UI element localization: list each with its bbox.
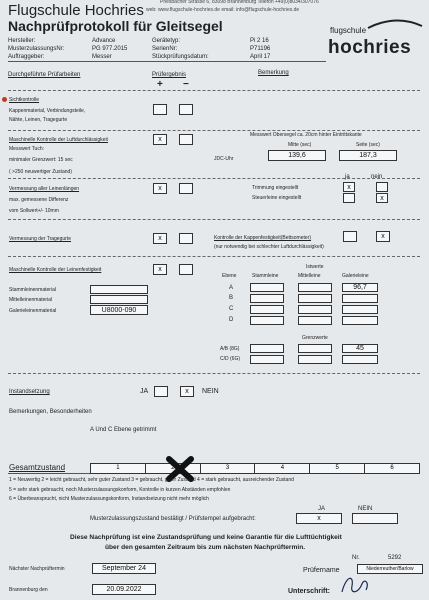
luft-title: Maschinelle Kontrolle der Luftdurchlässigkeit: [9, 137, 108, 143]
kappe-plus-checkbox[interactable]: [343, 231, 357, 242]
mittel-a-field[interactable]: [298, 283, 332, 292]
muster-label: MusterzulassungsNr:: [8, 46, 65, 52]
mitte-label: Mitte (sec): [288, 142, 312, 148]
grenz-stamm-cd-field[interactable]: [250, 355, 284, 364]
auftrag-value: Messer: [92, 54, 112, 60]
stammleine-header: Stammleine: [252, 273, 279, 279]
istwerte-label: Istwerte: [306, 264, 324, 270]
seite-value-field[interactable]: 187,3: [339, 150, 397, 161]
trimm-label: Trimmung eingestellt: [252, 185, 299, 191]
trage-title: Vermessung der Tragegurte: [9, 236, 71, 242]
mittel-c-field[interactable]: [298, 305, 332, 314]
pruefer-field[interactable]: Niederreuther/Barlow: [357, 564, 423, 574]
pruefer-label: Prüfername: [303, 567, 340, 574]
grenz-galerie-cd-field[interactable]: [342, 355, 378, 364]
nr-label: Nr.: [352, 555, 360, 561]
sicht-line1: Kappenmaterial, Verbindungsteile,: [9, 108, 86, 114]
mittel-mat-field[interactable]: [90, 295, 148, 304]
leinen-title: Maschinelle Kontrolle der Leinenfestigkeit: [9, 267, 102, 273]
gesamt-title: Gesamtzustand: [9, 463, 66, 472]
seite-label: Seite (sec): [356, 142, 380, 148]
level-a-label: A: [229, 285, 234, 291]
logo-small-text: flugschule: [330, 26, 367, 35]
ebene-header: Ebene: [222, 273, 237, 279]
level-d-label: D: [229, 317, 234, 323]
verm-line2: vom Sollwert+/- 10mm: [9, 208, 59, 214]
gesamt-underline: [8, 473, 90, 474]
stamm-mat-label: Stammleinenmaterial: [9, 287, 56, 293]
unterschrift-label: Unterschrift:: [288, 588, 331, 595]
logo: [328, 16, 424, 60]
bemerk-text: A Und C Ebene getrimmt: [90, 427, 157, 433]
signature-icon: [336, 572, 376, 598]
instand-nein-checkbox[interactable]: x: [180, 386, 194, 397]
galerie-d-field[interactable]: [342, 316, 378, 325]
scale-cell-5[interactable]: 5: [310, 464, 365, 473]
jdc-label: JDC-Uhr: [214, 156, 234, 162]
sicht-line2: Nähte, Leinen, Tragegurte: [9, 117, 68, 123]
stamm-c-field[interactable]: [250, 305, 284, 314]
geraetetyp-value: Pi 2 16: [250, 38, 269, 44]
galerie-mat-label: Galerieleinenmaterial: [9, 308, 57, 314]
sicht-plus-checkbox[interactable]: [153, 104, 167, 115]
stamm-mat-field[interactable]: [90, 285, 148, 294]
section-divider: [8, 219, 420, 220]
trimm-nein-checkbox[interactable]: [376, 182, 388, 192]
mittel-b-field[interactable]: [298, 294, 332, 303]
section-divider: [8, 178, 420, 179]
steuer-ja-checkbox[interactable]: [343, 193, 355, 203]
stamm-d-field[interactable]: [250, 316, 284, 325]
verm-line1: max. gemessene Differenz: [9, 197, 69, 203]
col-bemerkung: Bemerkung: [258, 70, 289, 76]
grenzwerte-label: Grenzwerte: [302, 335, 328, 341]
datum-label: Stückprüfungsdatum:: [152, 54, 209, 60]
verm-minus-checkbox[interactable]: [179, 183, 193, 194]
mittelleine-header: Mittelleine: [298, 273, 321, 279]
level-c-label: C: [229, 306, 234, 312]
scale-cell-4[interactable]: 4: [255, 464, 310, 473]
trage-minus-checkbox[interactable]: [179, 233, 193, 244]
stamm-b-field[interactable]: [250, 294, 284, 303]
trage-plus-checkbox[interactable]: x: [153, 233, 167, 244]
bestaetigt-ja-checkbox[interactable]: x: [296, 513, 342, 524]
galerie-mat-field[interactable]: U8000-090: [90, 305, 148, 315]
leinen-plus-checkbox[interactable]: x: [153, 264, 167, 275]
steuer-label: Steuerleine eingestellt: [252, 195, 302, 201]
grenz-mittel-ab-field[interactable]: [298, 344, 332, 353]
bemerk-label: Bemerkungen, Besonderheiten: [9, 409, 92, 415]
verm-title: Vermessung aller Leinenlängen: [9, 186, 80, 192]
info-divider: [8, 61, 326, 62]
ort-label: Brannenburg den: [9, 587, 48, 593]
scale-cell-2[interactable]: 2: [146, 464, 201, 473]
galerie-b-field[interactable]: [342, 294, 378, 303]
luft-line2: minimaler Grenzwert: 15 sec: [9, 157, 73, 163]
luft-plus-checkbox[interactable]: x: [153, 134, 167, 145]
doc-title: Nachprüfprotokoll für Gleitsegel: [8, 18, 223, 34]
mess-note: Messwert Obersegel ca. 20cm hinter Eintrittskante: [250, 132, 362, 138]
col-durchgefuehrt: Durchgeführte Prüfarbeiten: [8, 72, 81, 78]
bestaetigt-nein-header: NEIN: [358, 506, 373, 512]
verm-plus-checkbox[interactable]: x: [153, 183, 167, 194]
section-divider: [8, 373, 420, 374]
instand-ja-checkbox[interactable]: [154, 386, 168, 397]
instand-label: Instandsetzung: [9, 389, 50, 395]
gesamt-scale: [90, 463, 420, 474]
grenz-stamm-ab-field[interactable]: [250, 344, 284, 353]
minus-sign: −: [183, 79, 189, 90]
org-title: Flugschule Hochries: [8, 2, 144, 19]
kappe-minus-checkbox[interactable]: x: [376, 231, 390, 242]
section-divider: [8, 90, 420, 91]
ja-header: ja: [345, 174, 350, 180]
grenz-mittel-cd-field[interactable]: [298, 355, 332, 364]
hersteller-value: Advance: [92, 38, 116, 44]
address-line: Priesbacher Strasse 6, 83098 Brannenburg Telefon +49(0)8034/307076: [160, 0, 319, 5]
galerie-c-field[interactable]: [342, 305, 378, 314]
scale-cell-6[interactable]: 6: [365, 464, 419, 473]
plus-sign: +: [157, 79, 163, 90]
leinen-minus-checkbox[interactable]: [179, 264, 193, 275]
grenz-galerie-ab-field[interactable]: 45: [342, 344, 378, 353]
legend-line1: 1 = Neuwertig 2 = leicht gebraucht, sehr guter Zustand 3 = gebraucht, guter Zustand 4 = stark gebraucht, ausreichender Zustand: [9, 477, 294, 483]
stamm-a-field[interactable]: [250, 283, 284, 292]
kappe-title: Kontrolle der Kappenfestigkeit(Bettsometer): [214, 235, 311, 241]
instand-ja-label: JA: [140, 388, 149, 395]
bestaetigt-nein-checkbox[interactable]: [352, 513, 398, 524]
sicht-minus-checkbox[interactable]: [179, 104, 193, 115]
scale-cell-3[interactable]: 3: [201, 464, 256, 473]
naechster-label: Nächster Nachprüftermin: [9, 566, 65, 572]
legend-line3: 6 = Überbeansprucht, nicht Musterzulassungskonform, Instandsetzung nicht mehr möglich: [9, 496, 209, 502]
level-b-label: B: [229, 295, 234, 301]
muster-value: PG 977.2015: [92, 46, 128, 52]
nein-header: nein: [371, 174, 383, 180]
bestaetigt-label: Musterzulassungszustand bestätigt / Prüfstempel aufgebracht:: [90, 516, 256, 522]
mittel-mat-label: Mittelleinenmaterial: [9, 297, 53, 303]
section-divider: [8, 256, 420, 257]
galerieleine-header: Galerieleine: [342, 273, 369, 279]
hersteller-label: Hersteller:: [8, 38, 36, 44]
nr-value: 5292: [388, 555, 402, 561]
steuer-nein-checkbox[interactable]: x: [376, 193, 388, 203]
sicht-title: Sichtkontrolle: [9, 97, 40, 103]
bestaetigt-ja-header: JA: [318, 506, 326, 512]
auftrag-label: Auftraggeber:: [8, 54, 45, 60]
mittel-d-field[interactable]: [298, 316, 332, 325]
legend-line2: 5 = sehr stark gebraucht, noch Musterzulassungskonform, Kontrolle in kurzen Abständen empfohlen: [9, 487, 231, 493]
instand-nein-label: NEIN: [202, 388, 219, 395]
cd-label: C/D (6G): [220, 356, 240, 362]
geraetetyp-label: Gerätetyp:: [152, 38, 181, 44]
serien-value: P71196: [250, 46, 271, 52]
naechster-field[interactable]: September 24: [92, 563, 156, 574]
galerie-a-field[interactable]: 96,7: [342, 283, 378, 292]
punch-hole-icon: [2, 97, 7, 102]
guarantee-line1: Diese Nachprüfung ist eine Zustandsprüfung und keine Garantie für die Lufttüchtigkeit: [70, 534, 342, 541]
luft-minus-checkbox[interactable]: [179, 134, 193, 145]
trimm-ja-checkbox[interactable]: x: [343, 182, 355, 192]
ort-date-field[interactable]: 20.09.2022: [92, 584, 156, 595]
luft-line1: Messwert Tuch:: [9, 146, 45, 152]
luft-line3: ( >250 neuwertiger Zustand): [9, 169, 72, 175]
col-ergebnis: Prüfergebnis: [152, 72, 187, 78]
datum-value: April 17: [250, 54, 271, 60]
section-divider: [8, 130, 420, 131]
mitte-value-field[interactable]: 139,6: [268, 150, 326, 161]
guarantee-line2: über den gesamten Zeitraum bis zum nächsten Nachprüftermin.: [105, 544, 306, 551]
logo-big-text: hochries: [328, 37, 412, 58]
ab-label: A/B (8G): [220, 346, 240, 352]
kappe-note: (nur notwendig bei schlechter Luftdurchlässigkeit): [214, 244, 324, 250]
web-line: web: www.flugschule-hochries.de email: info@flugschule-hochries.de: [146, 7, 300, 13]
serien-label: SerienNr:: [152, 46, 178, 52]
scale-cell-1[interactable]: 1: [91, 464, 146, 473]
